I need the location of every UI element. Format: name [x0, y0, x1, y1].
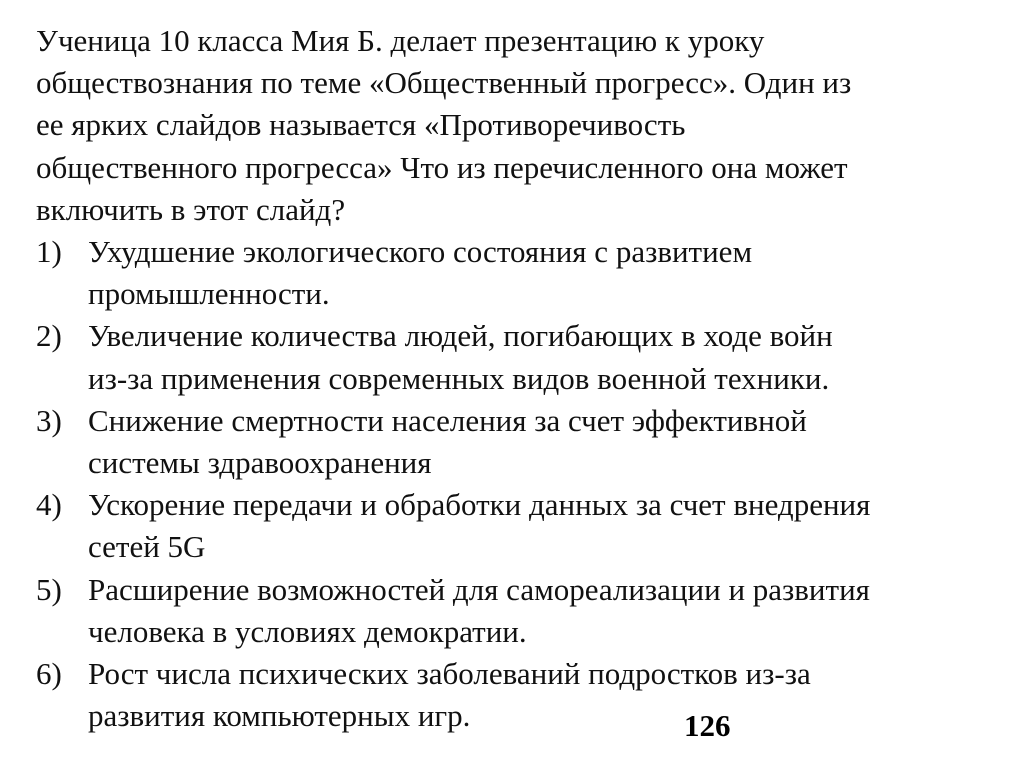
question-line: включить в этот слайд?	[36, 191, 346, 227]
option-text	[88, 653, 996, 737]
option-text	[88, 315, 996, 399]
question-text	[36, 20, 996, 231]
option-line: Снижение смертности населения за счет эффективной	[88, 402, 807, 438]
option-line: Рост числа психических заболеваний подростков из-за	[88, 656, 811, 692]
option-line: сетей 5G	[88, 529, 206, 565]
option-number: 2)	[36, 318, 62, 354]
answer-option-2	[36, 315, 996, 399]
document-page	[36, 20, 996, 737]
answer-option-3	[36, 400, 996, 484]
option-text	[88, 231, 996, 315]
answer-option-1	[36, 231, 996, 315]
option-line: развития компьютерных игр.	[88, 698, 471, 734]
question-line: общественного прогресса» Что из перечисленного она может	[36, 149, 848, 185]
option-line: системы здравоохранения	[88, 445, 432, 481]
option-number: 6)	[36, 656, 62, 692]
option-number: 5)	[36, 571, 62, 607]
option-line: Увеличение количества людей, погибающих в ходе войн	[88, 318, 833, 354]
question-line: Ученица 10 класса Мия Б. делает презентацию к уроку	[36, 23, 765, 58]
option-text	[88, 569, 996, 653]
answer-option-6	[36, 653, 996, 737]
question-line: обществознания по теме «Общественный прогресс». Один из	[36, 65, 852, 101]
page-number: 126	[684, 708, 731, 743]
option-text	[88, 484, 996, 568]
option-number: 1)	[36, 234, 62, 270]
option-number: 4)	[36, 487, 62, 523]
option-line: Ускорение передачи и обработки данных за счет внедрения	[88, 487, 871, 523]
answer-option-4	[36, 484, 996, 568]
answer-options-list	[36, 231, 996, 737]
option-line: из-за применения современных видов военной техники.	[88, 360, 830, 396]
option-text	[88, 400, 996, 484]
option-line: Ухудшение экологического состояния с развитием	[88, 234, 753, 270]
question-line: ее ярких слайдов называется «Противоречивость	[36, 107, 686, 143]
option-line: промышленности.	[88, 276, 330, 312]
option-line: Расширение возможностей для самореализации и развития	[88, 571, 870, 607]
answer-option-5	[36, 569, 996, 653]
option-line: человека в условиях демократии.	[88, 613, 527, 649]
option-number: 3)	[36, 402, 62, 438]
